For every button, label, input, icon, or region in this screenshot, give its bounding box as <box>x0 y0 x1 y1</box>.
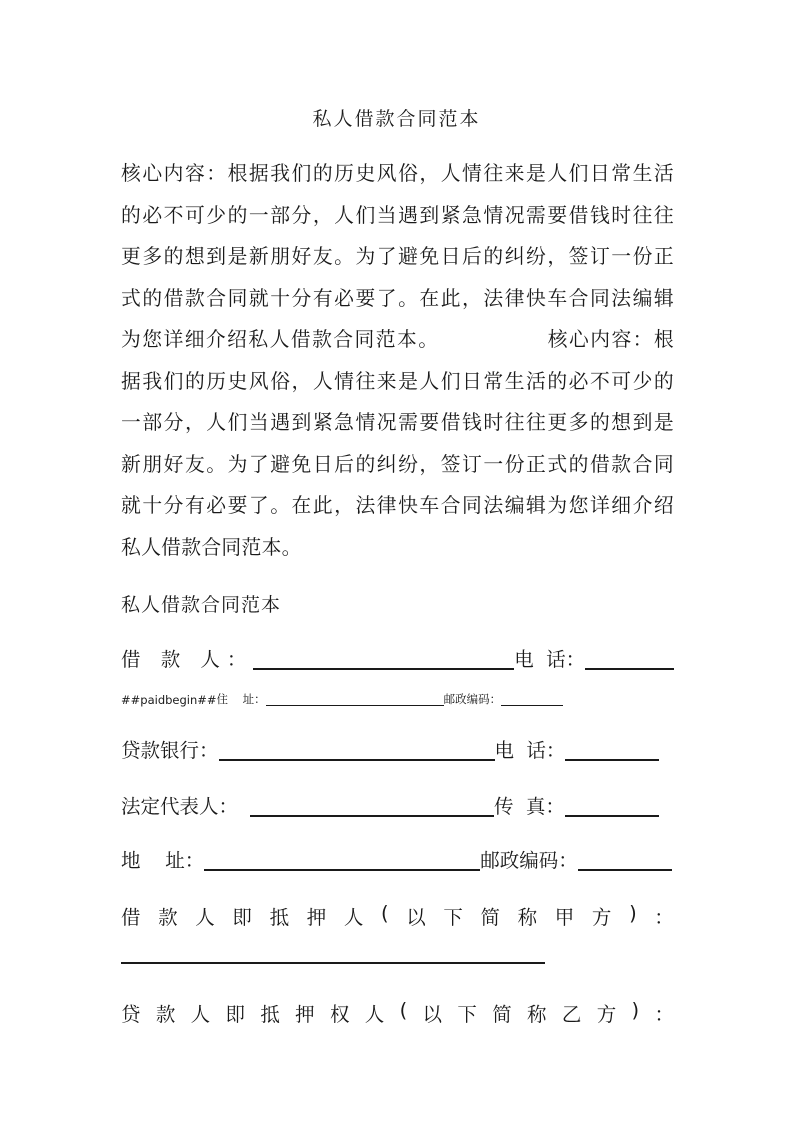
party-a-blank[interactable] <box>121 962 545 964</box>
fax-blank[interactable] <box>565 795 659 817</box>
paragraph-line: 据我们的历史风俗，人情往来是人们日常生活的必不可少的 <box>121 369 674 393</box>
address-row <box>121 845 674 873</box>
section-subheading: 私人借款合同范本 <box>121 594 282 616</box>
party-b-char: 下 <box>457 1003 477 1026</box>
lender-bank-label: 贷款银行： <box>121 739 219 762</box>
intro-paragraph <box>121 153 674 568</box>
paragraph-line: 新朋好友。为了避免日后的纠纷，签订一份正式的借款合同 <box>121 452 674 476</box>
paid-address-blank[interactable] <box>266 693 444 706</box>
paragraph-line: 核心内容：根据我们的历史风俗，人情往来是人们日常生活 <box>121 162 674 185</box>
party-a-char: 即 <box>232 906 252 929</box>
paragraph-line: 的必不可少的一部分，人们当遇到紧急情况需要借钱时往往 <box>121 203 674 227</box>
party-b-char: 人 <box>364 1003 385 1026</box>
paid-marker: ##paidbegin## <box>121 693 217 707</box>
lender-bank-row <box>121 735 674 763</box>
paragraph-line: 式的借款合同就十分有必要了。在此，法律快车合同法编辑 <box>121 286 674 310</box>
party-a-char: ( <box>380 902 389 925</box>
address-label: 地 址： <box>121 849 205 872</box>
party-a-char: 方 <box>591 906 612 929</box>
party-a-row <box>121 902 674 930</box>
party-b-char: 款 <box>155 1003 176 1026</box>
fax-label: 传 真： <box>494 795 565 818</box>
party-a-char: 称 <box>517 906 538 929</box>
party-b-row <box>121 999 674 1027</box>
party-a-char: 简 <box>480 906 501 929</box>
legal-rep-label: 法定代表人： <box>121 795 239 818</box>
party-a-char: 抵 <box>269 906 290 929</box>
borrower-name-blank[interactable] <box>253 648 514 670</box>
party-b-char: 押 <box>295 1003 315 1026</box>
party-a-char: 甲 <box>554 906 575 929</box>
paragraph-line: 为您详细介绍私人借款合同范本。 核心内容：根 <box>121 328 674 351</box>
party-b-char: ： <box>654 1003 674 1026</box>
party-b-char: 贷 <box>121 1003 141 1026</box>
paid-postcode-label: 邮政编码： <box>443 692 502 706</box>
paragraph-line: 就十分有必要了。在此，法律快车合同法编辑为您详细介绍 <box>121 494 674 517</box>
party-b-char: 方 <box>596 1003 617 1026</box>
borrower-phone-blank[interactable] <box>585 648 674 670</box>
party-b-char: 简 <box>492 1003 512 1026</box>
party-b-char: 人 <box>190 1003 211 1026</box>
address-blank[interactable] <box>204 849 480 871</box>
paragraph-line: 私人借款合同范本。 <box>121 535 302 559</box>
borrower-row <box>121 644 674 672</box>
paragraph-line: 一部分，人们当遇到紧急情况需要借钱时往往更多的想到是 <box>121 411 674 434</box>
party-a-char: 人 <box>343 906 364 929</box>
party-a-char: 押 <box>306 906 327 929</box>
paid-address-label: 住 址： <box>216 692 266 706</box>
party-b-char: 权 <box>329 1003 350 1026</box>
party-b-char: ( <box>399 999 408 1022</box>
legal-rep-blank[interactable] <box>250 795 494 817</box>
party-a-char: 借 <box>121 906 141 929</box>
party-a-char: 款 <box>158 906 178 929</box>
party-a-char: ) <box>629 902 637 925</box>
party-b-char: 称 <box>527 1003 547 1026</box>
party-a-char: 以 <box>406 906 426 929</box>
borrower-phone-label: 电 话： <box>514 648 586 671</box>
party-b-char: 抵 <box>260 1003 280 1026</box>
postcode-blank[interactable] <box>578 849 672 871</box>
document-title: 私人借款合同范本 <box>312 108 481 130</box>
lender-phone-blank[interactable] <box>565 739 659 761</box>
party-b-char: ) <box>631 999 640 1022</box>
party-a-char: ： <box>654 906 674 929</box>
paid-postcode-blank[interactable] <box>501 693 563 706</box>
lender-phone-label: 电 话： <box>494 739 566 762</box>
party-b-char: 以 <box>422 1003 443 1026</box>
party-b-char: 即 <box>225 1003 245 1026</box>
party-a-char: 下 <box>443 906 463 929</box>
party-b-char: 乙 <box>561 1003 582 1026</box>
party-a-char: 人 <box>195 906 215 929</box>
paid-address-row <box>121 691 563 707</box>
paragraph-line: 更多的想到是新朋好友。为了避免日后的纠纷，签订一份正 <box>121 245 674 268</box>
borrower-label: 借 款 人： <box>121 648 254 671</box>
legal-rep-row <box>121 791 674 819</box>
postcode-label: 邮政编码： <box>480 849 578 872</box>
lender-bank-blank[interactable] <box>219 739 495 761</box>
